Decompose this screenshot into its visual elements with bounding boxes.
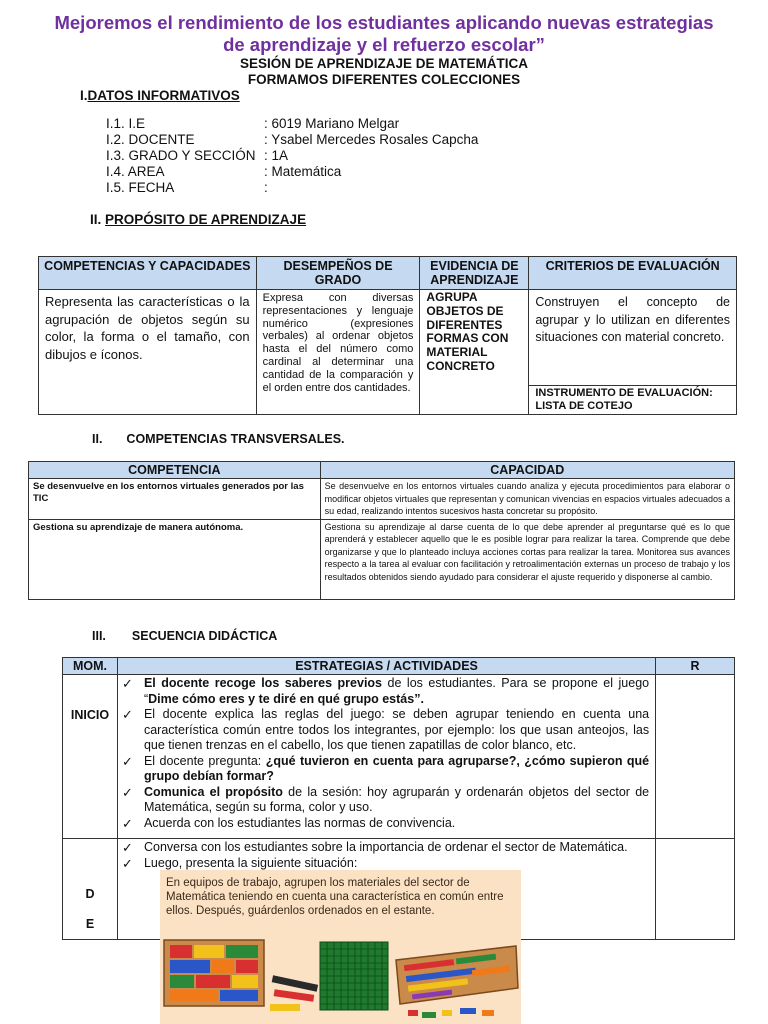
proposito-row (39, 290, 737, 386)
header-criterios: CRITERIOS DE EVALUACIÓN (529, 257, 737, 290)
math-materials-illustration (160, 930, 521, 1024)
transversales-heading-number: II. (92, 432, 103, 446)
datos-row-ie (106, 116, 526, 132)
datos-row-docente (106, 132, 526, 148)
inicio-item-2-text: El docente explica las reglas del juego: se deben agrupar teniendo en cuenta una característica común entre todos los integrantes, por ejemplo: los que usan anteojos, las que tienen trenzas en el cabello, los que tienen zapatillas de color blanco, etc. (143, 707, 650, 752)
slogan-line-2: de aprendizaje y el refuerzo escolar” (223, 34, 545, 55)
check-icon: ✓ (121, 784, 133, 800)
inicio-label: INICIO (63, 675, 118, 839)
datos-key: I.3. GRADO Y SECCIÓN (106, 148, 256, 163)
secuencia-heading-number: III. (92, 629, 106, 643)
desarrollo-item-1 (118, 840, 655, 856)
check-icon: ✓ (121, 753, 133, 769)
check-icon: ✓ (121, 855, 133, 871)
inicio-item-1-text: de los estudiantes. Para se propone el juego “ (143, 676, 650, 706)
inicio-item-5 (118, 816, 655, 832)
proposito-heading (90, 212, 306, 227)
instrumento-cell: INSTRUMENTO DE EVALUACIÓN: LISTA DE COTEJO (529, 386, 737, 415)
datos-key: I.2. DOCENTE (106, 132, 195, 147)
header-capacidad: CAPACIDAD (320, 462, 734, 479)
rods-icon (270, 975, 318, 1011)
transversal-capacidad: Gestiona su aprendizaje al darse cuenta de lo que debe aprender al preguntarse qué es lo que aprenderá y establecer aquello que le es posible lograr para realizar la tarea. Comprende que debe organizarse y que lo planteado incluya acciones cortas para realizar la tarea. Monitorea sus avances respecto a la tarea al evaluar con facilitación y retroalimentación externas un proceso de trabajo y los resultados obtenidos siendo ayudado para considerar el ajuste requerido y disponerse al cambio. (320, 519, 734, 599)
slogan-line-1: Mejoremos el rendimiento de los estudiantes aplicando nuevas estrategias (54, 12, 714, 33)
evidencia-cell: AGRUPA OBJETOS DE DIFERENTES FORMAS CON MATERIAL CONCRETO (420, 290, 529, 415)
session-title: SESIÓN DE APRENDIZAJE DE MATEMÁTICA (239, 56, 529, 71)
transversal-competencia: Se desenvuelve en los entornos virtuales generados por las TIC (29, 479, 321, 520)
secuencia-header-row (63, 658, 735, 675)
transversales-row (29, 479, 735, 520)
transversales-heading (92, 432, 345, 446)
datos-value: : 1A (264, 148, 289, 163)
header-mom: MOM. (63, 658, 118, 675)
inicio-item-5-text: Acuerda con los estudiantes las normas de convivencia. (143, 815, 456, 830)
session-subtitle: FORMAMOS DIFERENTES COLECCIONES (247, 72, 521, 87)
datos-row-grado (106, 148, 526, 164)
check-icon: ✓ (121, 707, 133, 722)
datos-value: : Matemática (264, 164, 342, 179)
datos-value: : Ysabel Mercedes Rosales Capcha (264, 132, 479, 147)
datos-heading-number: I. (80, 88, 88, 103)
secuencia-heading (92, 629, 277, 643)
datos-value: : (264, 180, 268, 195)
secuencia-heading-text: SECUENCIA DIDÁCTICA (131, 629, 278, 643)
datos-heading (80, 88, 240, 103)
inicio-item-1-game: Dime cómo eres y te diré en qué grupo estás”. (148, 691, 424, 706)
inicio-r-cell (656, 675, 735, 839)
inicio-item-3-text: El docente pregunta: (143, 753, 266, 768)
inicio-activities (117, 675, 655, 839)
criterio-cell: Construyen el concepto de agrupar y lo utilizan en diferentes situaciones con material concreto. (529, 290, 737, 386)
header-competencias: COMPETENCIAS Y CAPACIDADES (39, 257, 257, 290)
transversal-competencia: Gestiona su aprendizaje de manera autónoma. (29, 519, 321, 599)
desarrollo-r-cell (656, 839, 735, 940)
inicio-item-3 (118, 754, 655, 785)
situation-card (160, 870, 521, 1024)
desarrollo-item-2-text: Luego, presenta la siguiente situación: (143, 855, 358, 870)
header-r: R (656, 658, 735, 675)
inicio-item-4 (118, 785, 655, 816)
datos-key: I.5. FECHA (106, 180, 175, 195)
inicio-row (63, 675, 735, 839)
inicio-item-4-bold: Comunica el propósito (143, 784, 283, 799)
datos-row-area (106, 164, 526, 180)
datos-list (106, 116, 526, 196)
desarrollo-item-2 (118, 856, 655, 872)
datos-key: I.1. I.E (106, 116, 146, 131)
inicio-item-3-bold: ¿qué tuvieron en cuenta para agruparse?, ¿cómo supieron qué grupo debían formar? (143, 753, 650, 783)
competencia-cell: Representa las características o la agrupación de objetos según su color, la forma o el tamaño, con dibujos e íconos. (39, 290, 257, 415)
situation-text: En equipos de trabajo, agrupen los materiales del sector de Matemática teniendo en cuenta una característica en común entre ellos. Después, guárdenlos ordenados en el estante. (166, 877, 504, 917)
transversales-row (29, 519, 735, 599)
header-evidencia: EVIDENCIA DE APRENDIZAJE (420, 257, 529, 290)
desempeno-cell: Expresa con diversas representaciones y lenguaje numérico (expresiones verbales) al ordenar objetos hasta el del número como cardinal al determinar una cantidad de la comparación y el orden entre dos cantidades. (256, 290, 420, 415)
block-box-icon (164, 940, 264, 1006)
transversales-heading-text: COMPETENCIAS TRANSVERSALES. (126, 432, 345, 446)
desarrollo-item-1-text: Conversa con los estudiantes sobre la importancia de ordenar el sector de Matemática. (143, 840, 628, 854)
header-competencia: COMPETENCIA (29, 462, 321, 479)
desarrollo-label (63, 839, 118, 940)
header-desempenos: DESEMPEÑOS DE GRADO (256, 257, 420, 290)
inicio-item-2 (118, 707, 655, 754)
check-icon: ✓ (121, 840, 133, 855)
header-estrategias: ESTRATEGIAS / ACTIVIDADES (117, 658, 655, 675)
proposito-table (38, 256, 737, 415)
base-ten-flat-icon (320, 942, 388, 1010)
inicio-item-4-text: de la sesión: hoy agruparán y ordenarán objetos del sector de Matemática, según su forma, color y uso. (143, 784, 650, 814)
transversal-capacidad: Se desenvuelve en los entornos virtuales cuando analiza y ejecuta procedimientos para elaborar o modificar objetos virtuales que representan y comunican vivencias en espacios virtuales adecuados a su edad, realizando intentos sucesivos hasta concretar su propósito. (320, 479, 734, 520)
transversales-table (28, 461, 735, 600)
check-icon: ✓ (121, 676, 133, 691)
check-icon: ✓ (121, 815, 133, 831)
transversales-header-row (29, 462, 735, 479)
desarrollo-label-e: E (85, 917, 95, 931)
datos-heading-text: DATOS INFORMATIVOS (87, 88, 240, 103)
datos-row-fecha (106, 180, 526, 196)
proposito-heading-text: PROPÓSITO DE APRENDIZAJE (105, 212, 307, 227)
proposito-header-row (39, 257, 737, 290)
proposito-heading-number: II. (90, 212, 102, 227)
inicio-item-1 (118, 676, 655, 707)
inicio-item-1-bold: El docente recoge los saberes previos (143, 676, 382, 690)
datos-key: I.4. AREA (106, 164, 165, 179)
desarrollo-label-d: D (85, 887, 95, 901)
cuisenaire-box-icon (396, 946, 518, 1018)
datos-value: : 6019 Mariano Melgar (264, 116, 400, 131)
